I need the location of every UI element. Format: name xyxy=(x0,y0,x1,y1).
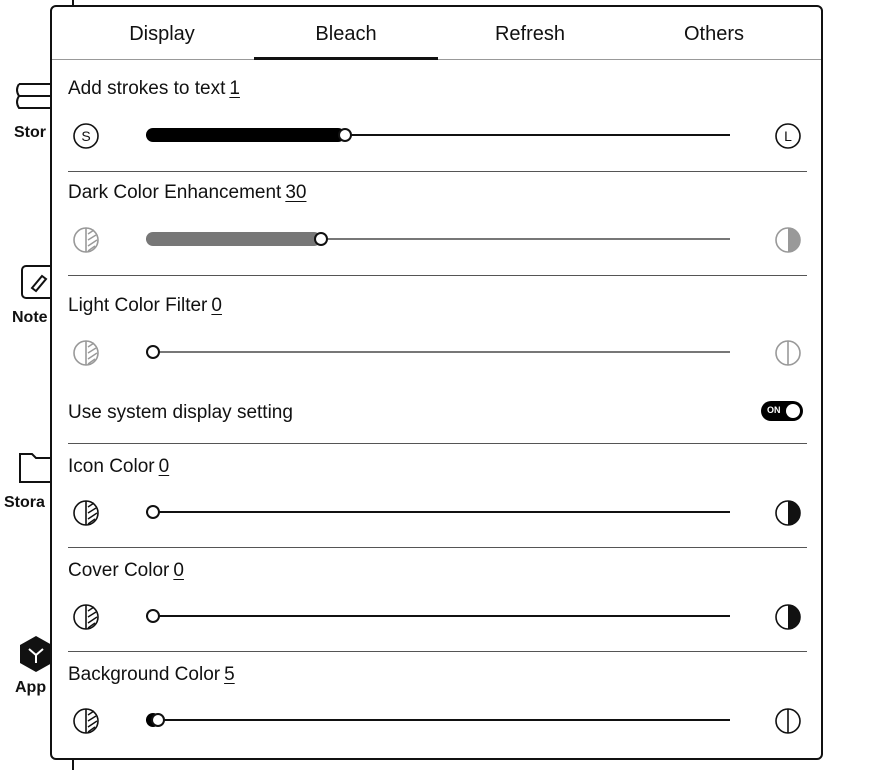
background-color-light-icon[interactable] xyxy=(72,707,100,735)
bookstore-icon[interactable] xyxy=(15,82,55,116)
section-divider xyxy=(68,547,807,548)
cover-color-dark-icon[interactable] xyxy=(774,603,802,631)
tab-others[interactable]: Others xyxy=(683,23,745,45)
strokes-label xyxy=(68,78,240,100)
section-divider xyxy=(68,651,807,652)
icon-color-title: Icon Color xyxy=(68,456,155,477)
launcher-divider xyxy=(72,760,74,770)
light-filter-high-icon xyxy=(774,339,802,367)
background-color-dark-icon[interactable] xyxy=(774,707,802,735)
launcher-label-store[interactable]: Stor xyxy=(14,124,46,141)
launcher-label-notes[interactable]: Note xyxy=(12,309,48,326)
large-stroke-icon[interactable] xyxy=(774,122,802,150)
section-divider xyxy=(68,443,807,444)
dark-enhancement-value: 30 xyxy=(285,182,307,203)
background-color-label xyxy=(68,664,235,686)
section-divider xyxy=(68,171,807,172)
tab-bar xyxy=(52,7,821,60)
background-color-title: Background Color xyxy=(68,664,221,685)
light-filter-title: Light Color Filter xyxy=(68,295,208,316)
strokes-value: 1 xyxy=(229,78,240,99)
apps-icon[interactable] xyxy=(18,634,54,674)
icon-color-dark-icon[interactable] xyxy=(774,499,802,527)
icon-color-value: 0 xyxy=(158,456,170,477)
cover-color-title: Cover Color xyxy=(68,560,170,581)
light-filter-slider-track[interactable] xyxy=(146,351,730,353)
system-display-toggle[interactable] xyxy=(761,401,803,421)
background-color-slider-track[interactable] xyxy=(146,719,730,721)
toggle-knob xyxy=(786,404,800,418)
strokes-slider-thumb[interactable] xyxy=(338,128,352,142)
toggle-state-text: ON xyxy=(767,405,781,415)
dark-contrast-icon xyxy=(774,226,802,254)
icon-color-label xyxy=(68,456,169,478)
cover-color-light-icon[interactable] xyxy=(72,603,100,631)
light-filter-low-icon xyxy=(72,339,100,367)
tab-display[interactable]: Display xyxy=(129,23,195,45)
light-filter-value: 0 xyxy=(211,295,222,316)
icon-color-light-icon[interactable] xyxy=(72,499,100,527)
cover-color-slider-track[interactable] xyxy=(146,615,730,617)
cover-color-value: 0 xyxy=(173,560,184,581)
large-stroke-letter: L xyxy=(784,128,792,144)
background-color-slider-thumb[interactable] xyxy=(151,713,165,727)
tab-refresh[interactable]: Refresh xyxy=(494,23,566,45)
strokes-slider-fill xyxy=(146,128,345,142)
cover-color-slider-thumb[interactable] xyxy=(146,609,160,623)
light-filter-slider-thumb[interactable] xyxy=(146,345,160,359)
dark-enhancement-title: Dark Color Enhancement xyxy=(68,182,282,203)
background-color-value: 5 xyxy=(224,664,235,685)
light-filter-label xyxy=(68,295,222,317)
dark-enhancement-slider-thumb[interactable] xyxy=(314,232,328,246)
dark-enhancement-slider-fill xyxy=(146,232,321,246)
launcher-label-apps[interactable]: App xyxy=(15,679,47,696)
icon-color-slider-thumb[interactable] xyxy=(146,505,160,519)
system-display-label: Use system display setting xyxy=(68,402,293,423)
light-contrast-icon xyxy=(72,226,100,254)
launcher-label-storage[interactable]: Stora xyxy=(4,494,45,511)
bleach-settings-panel xyxy=(50,5,823,760)
tab-bleach[interactable]: Bleach xyxy=(254,7,438,60)
small-stroke-icon[interactable] xyxy=(72,122,100,150)
cover-color-label xyxy=(68,560,184,582)
icon-color-slider-track[interactable] xyxy=(146,511,730,513)
dark-enhancement-label xyxy=(68,182,306,204)
strokes-title: Add strokes to text xyxy=(68,78,226,99)
small-stroke-letter: S xyxy=(81,128,91,144)
section-divider xyxy=(68,275,807,276)
